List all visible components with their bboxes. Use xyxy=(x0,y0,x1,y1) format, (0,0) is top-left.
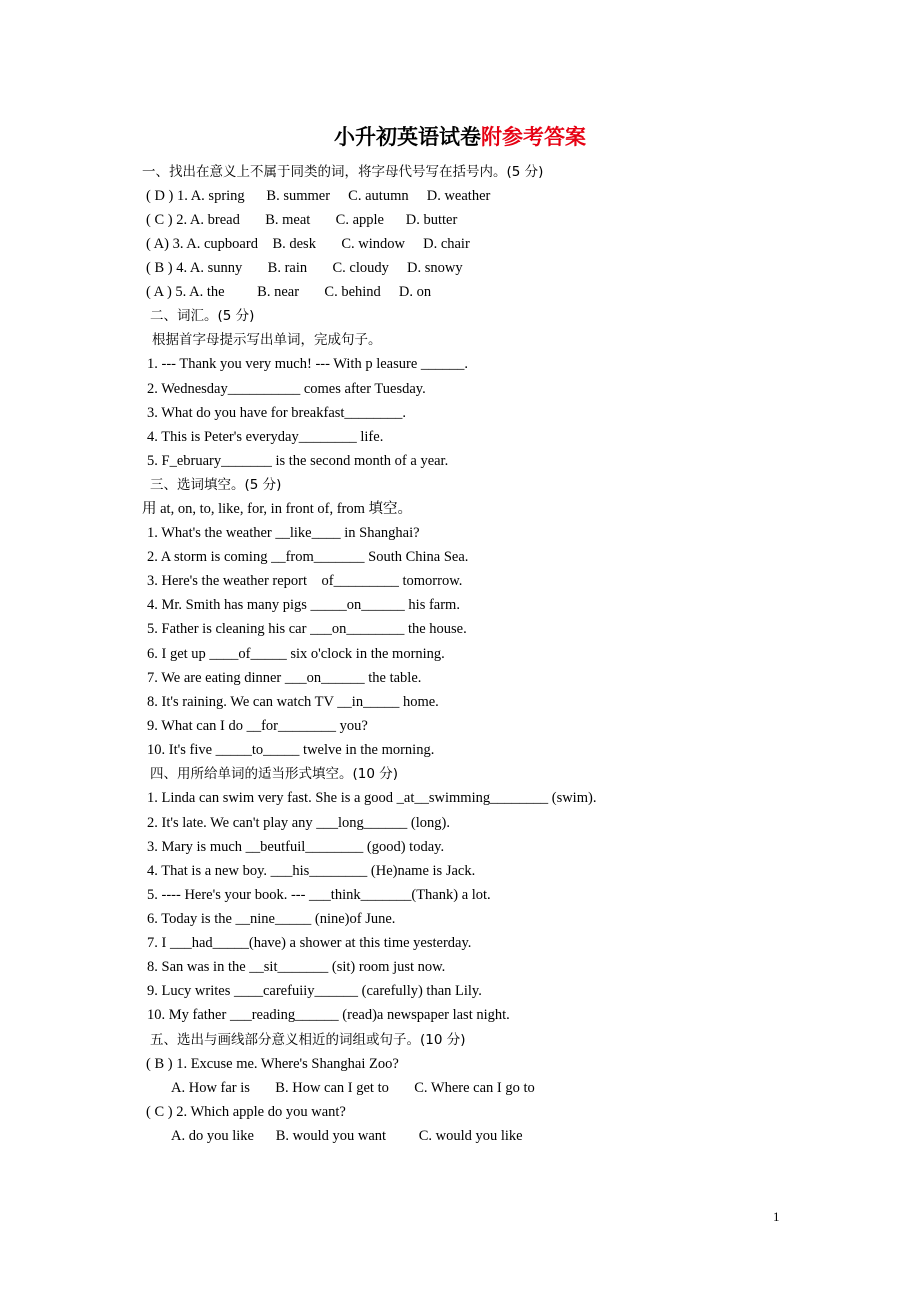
answer-options: A. do you like B. would you want C. would you like xyxy=(171,1128,523,1144)
section-4-heading: 四、用所给单词的适当形式填空。(10 分) xyxy=(150,766,399,782)
question-line: ( A) 3. A. cupboard B. desk C. window D. chair xyxy=(146,236,470,252)
question-line: 10. My father ___reading______ (read)a newspaper last night. xyxy=(147,1007,510,1023)
question-line: 5. ---- Here's your book. --- ___think_______(Thank) a lot. xyxy=(147,887,491,903)
question-line: 1. What's the weather __like____ in Shanghai? xyxy=(147,525,420,541)
question-line: 9. What can I do __for________ you? xyxy=(147,718,368,734)
question-line: 10. It's five _____to_____ twelve in the morning. xyxy=(147,742,435,758)
section-5-heading: 五、选出与画线部分意义相近的词组或句子。(10 分) xyxy=(150,1032,466,1048)
question-line: ( A ) 5. A. the B. near C. behind D. on xyxy=(146,284,432,300)
question-line: 6. Today is the __nine_____ (nine)of June. xyxy=(147,911,396,927)
question-line: 8. It's raining. We can watch TV __in_____ home. xyxy=(147,694,439,710)
question-line: 1. --- Thank you very much! --- With p leasure ______. xyxy=(147,356,469,372)
question-line: 3. What do you have for breakfast________. xyxy=(147,405,407,421)
question-line: 2. Wednesday__________ comes after Tuesday. xyxy=(147,381,426,397)
question-line: ( B ) 1. Excuse me. Where's Shanghai Zoo? xyxy=(146,1056,399,1072)
page-title xyxy=(0,121,920,151)
question-line: 8. San was in the __sit_______ (sit) room just now. xyxy=(147,959,446,975)
title-main: 小升初英语试卷 xyxy=(334,125,481,149)
question-line: 7. We are eating dinner ___on______ the table. xyxy=(147,670,422,686)
question-line: ( C ) 2. Which apple do you want? xyxy=(146,1104,346,1120)
section-instruction: 根据首字母提示写出单词，完成句子。 xyxy=(152,332,382,348)
question-line: ( B ) 4. A. sunny B. rain C. cloudy D. snowy xyxy=(146,260,463,276)
title-highlight: 附参考答案 xyxy=(481,125,586,149)
question-line: 6. I get up ____of_____ six o'clock in the morning. xyxy=(147,646,445,662)
question-line: 4. That is a new boy. ___his________ (He)name is Jack. xyxy=(147,863,476,879)
section-1-heading: 一、找出在意义上不属于同类的词，将字母代号写在括号内。(5 分) xyxy=(142,164,544,180)
question-line: 2. It's late. We can't play any ___long______ (long). xyxy=(147,815,450,831)
question-line: 5. Father is cleaning his car ___on________ the house. xyxy=(147,621,467,637)
question-line: 4. This is Peter's everyday________ life. xyxy=(147,429,384,445)
section-2-heading: 二、词汇。(5 分) xyxy=(150,308,255,324)
question-line: ( D ) 1. A. spring B. summer C. autumn D. weather xyxy=(146,188,491,204)
question-line: 4. Mr. Smith has many pigs _____on______ his farm. xyxy=(147,597,460,613)
page-number: 1 xyxy=(773,1209,780,1224)
question-line: 2. A storm is coming __from_______ South China Sea. xyxy=(147,549,469,565)
question-line: 7. I ___had_____(have) a shower at this time yesterday. xyxy=(147,935,472,951)
section-instruction: 用 at, on, to, like, for, in front of, from 填空。 xyxy=(142,501,413,517)
question-line: 3. Here's the weather report of_________ tomorrow. xyxy=(147,573,463,589)
question-line: ( C ) 2. A. bread B. meat C. apple D. butter xyxy=(146,212,458,228)
question-line: 3. Mary is much __beutfuil________ (good) today. xyxy=(147,839,445,855)
question-line: 5. F_ebruary_______ is the second month of a year. xyxy=(147,453,449,469)
answer-options: A. How far is B. How can I get to C. Where can I go to xyxy=(171,1080,535,1096)
question-line: 1. Linda can swim very fast. She is a good _at__swimming________ (swim). xyxy=(147,790,597,806)
question-line: 9. Lucy writes ____carefuiiy______ (carefully) than Lily. xyxy=(147,983,482,999)
section-3-heading: 三、选词填空。(5 分) xyxy=(150,477,282,493)
